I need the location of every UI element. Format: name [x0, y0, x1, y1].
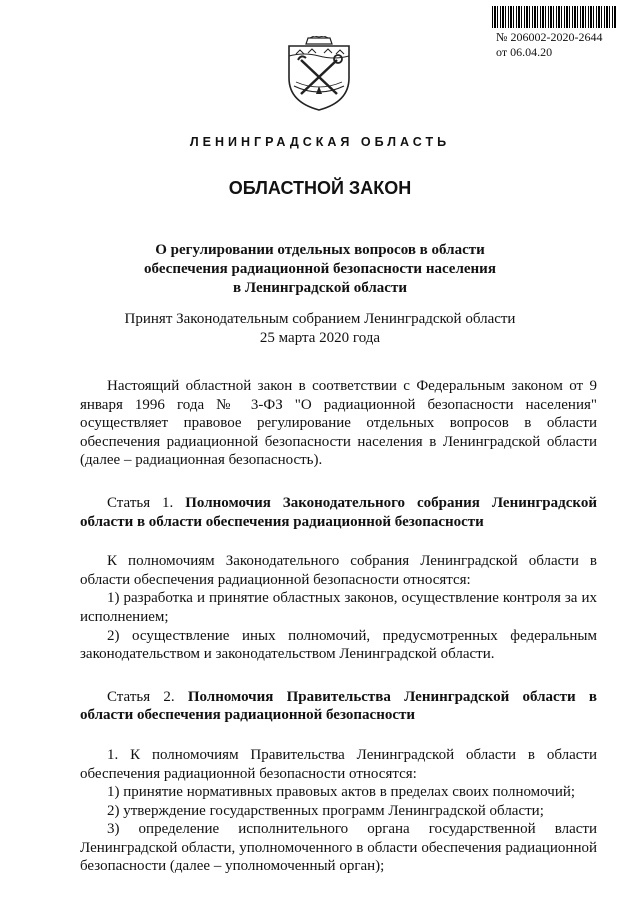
- law-title-line: О регулировании отдельных вопросов в области: [155, 242, 485, 258]
- article-1-item: 1) разработка и принятие областных законов, осуществление контроля за их исполнением;: [80, 590, 597, 625]
- preamble: Настоящий областной закон в соответствии с Федеральным законом от 9 января 1996 года № 3-ФЗ "О радиационной безопасности населения" осуществляет правовое регулирование отдельных вопросов в области обеспечения радиационной безопасности населения в Ленинградской области (далее – радиационная безопасность).: [80, 378, 597, 469]
- article-2-item: 2) утверждение государственных программ Ленинградской области;: [107, 802, 544, 819]
- coat-of-arms-icon: [286, 36, 352, 111]
- registration-date: от 06.04.20: [496, 45, 553, 59]
- adoption-date: 25 марта 2020 года: [259, 330, 381, 346]
- article-1-item: 2) осуществление иных полномочий, предусмотренных федеральным законодательством и законодательством Ленинградской области.: [80, 627, 597, 663]
- article-2-item: 3) определение исполнительного органа государственной власти Ленинградской области, уполномоченного в области обеспечения радиационной безопасности (далее – уполномоченный орган);: [80, 821, 597, 875]
- article-2-title: Полномочия Правительства Ленинградской области в области обеспечения радиационной безопасности: [80, 688, 597, 724]
- article-1-title: Полномочия Законодательного собрания Ленинградской области в области обеспечения радиационной безопасности: [80, 494, 597, 530]
- article-2-label: Статья 2.: [107, 688, 175, 705]
- adoption-note: [80, 310, 560, 348]
- article-1-heading: [80, 494, 597, 531]
- registration-stamp: [496, 30, 602, 60]
- article-2-item: 1) принятие нормативных правовых актов в пределах своих полномочий;: [107, 784, 576, 801]
- region-heading: ЛЕНИНГРАДСКАЯ ОБЛАСТЬ: [189, 135, 451, 149]
- adoption-line: Принят Законодательным собранием Ленинградской области: [124, 311, 516, 327]
- document-body: [80, 377, 597, 876]
- article-2-heading: [80, 688, 597, 725]
- barcode: [492, 6, 617, 28]
- law-title-line: в Ленинградской области: [233, 280, 407, 296]
- article-2-intro: 1. К полномочиям Правительства Ленинградской области в области обеспечения радиационной безопасности относятся:: [80, 746, 597, 782]
- registration-number: № 206002-2020-2644: [496, 30, 603, 44]
- law-title-line: обеспечения радиационной безопасности населения: [144, 261, 496, 277]
- article-1-label: Статья 1.: [107, 494, 174, 511]
- article-1-intro: К полномочиям Законодательного собрания Ленинградской области в области обеспечения радиационной безопасности относятся:: [80, 553, 597, 588]
- law-title: [120, 241, 520, 298]
- document-type: ОБЛАСТНОЙ ЗАКОН: [228, 178, 412, 198]
